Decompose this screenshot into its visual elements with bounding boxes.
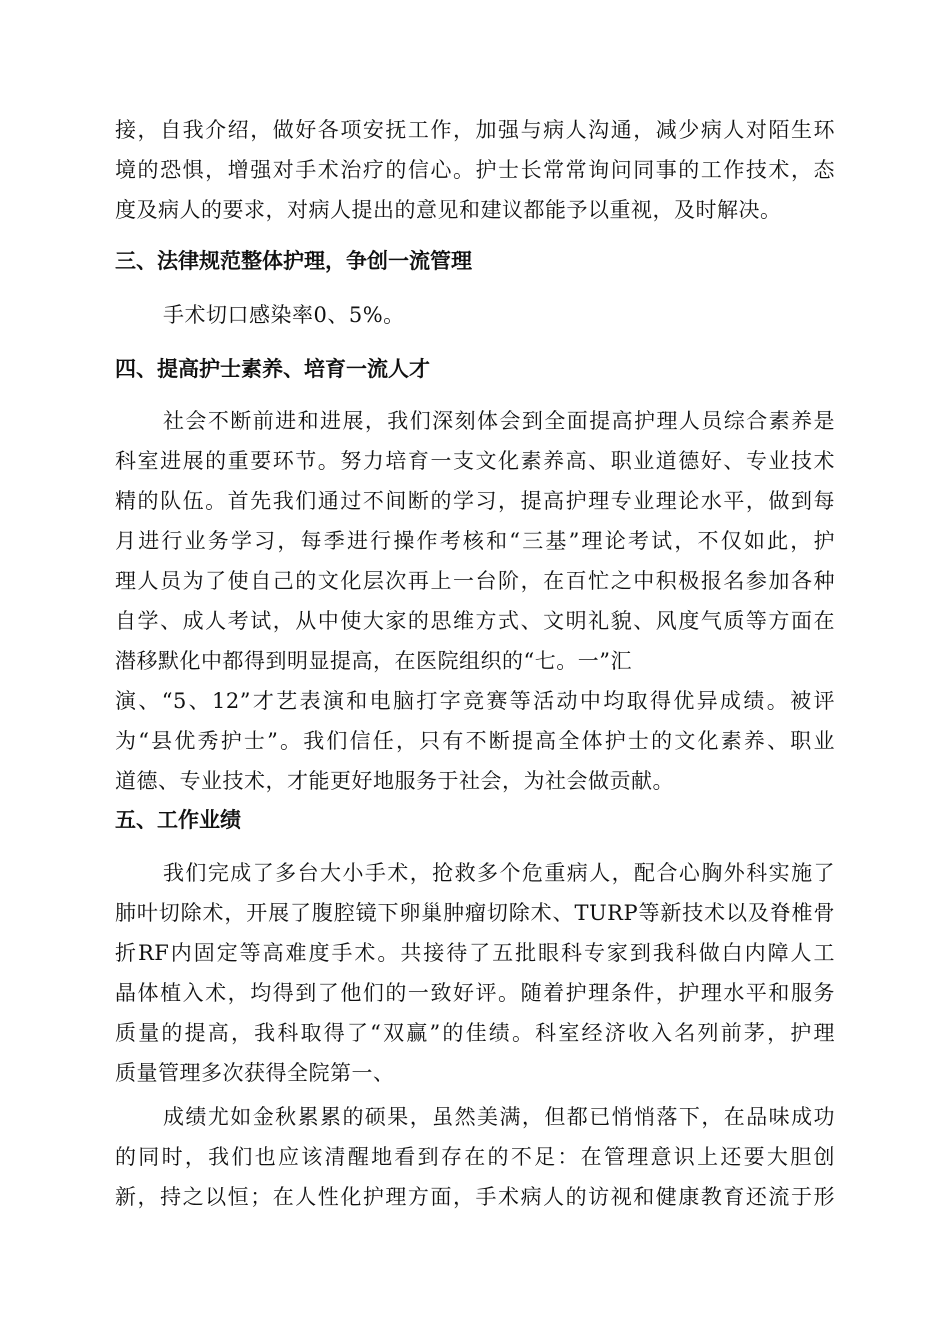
- text-line: 精的队伍。首先我们通过不间断的学习，提高护理专业理论水平，做到每: [115, 489, 835, 513]
- text-line: 社会不断前进和进展，我们深刻体会到全面提高护理人员综合素养是: [163, 409, 835, 433]
- section-heading-3-wrap: [115, 241, 835, 281]
- text-line: 折RF内固定等高难度手术。共接待了五批眼科专家到我科做白内障人工: [115, 941, 835, 965]
- text-line: 质量管理多次获得全院第一、: [115, 1061, 395, 1085]
- section-heading-4: 四、提高护士素养、培育一流人才: [115, 357, 430, 381]
- text-line: 成绩尤如金秋累累的硕果，虽然美满，但都已悄悄落下，在品味成功: [163, 1105, 835, 1129]
- text-line: 道德、专业技术，才能更好地服务于社会，为社会做贡献。: [115, 769, 674, 793]
- text-line: 潜移默化中都得到明显提高，在医院组织的“七。一”汇: [115, 649, 632, 673]
- section-heading-3: 三、法律规范整体护理，争创一流管理: [115, 249, 472, 273]
- text-line: 境的恐惧，增强对手术治疗的信心。护士长常常询问同事的工作技术，态: [115, 158, 835, 182]
- text-line: 自学、成人考试，从中使大家的思维方式、文明礼貌、风度气质等方面在: [115, 609, 835, 633]
- paragraph-results: [115, 853, 835, 1093]
- text-line: 手术切口感染率0、5%。: [163, 303, 405, 327]
- text-line: 晶体植入术，均得到了他们的一致好评。随着护理条件，护理水平和服务: [115, 981, 835, 1005]
- text-line: 度及病人的要求，对病人提出的意见和建议都能予以重视，及时解决。: [115, 198, 782, 222]
- section-heading-4-wrap: [115, 349, 835, 389]
- paragraph-summary: [115, 1097, 835, 1217]
- text-line: 接，自我介绍，做好各项安抚工作，加强与病人沟通，减少病人对陌生环: [115, 118, 835, 142]
- paragraph-continuation: [115, 110, 835, 230]
- section-heading-5: 五、工作业绩: [115, 808, 241, 832]
- text-line: 的同时，我们也应该清醒地看到存在的不足：在管理意识上还要大胆创: [115, 1145, 835, 1169]
- text-line: 月进行业务学习，每季进行操作考核和“三基”理论考试，不仅如此，护: [115, 529, 835, 553]
- paragraph-infection-rate: [115, 295, 835, 335]
- paragraph-training: [115, 401, 835, 801]
- text-line: 肺叶切除术，开展了腹腔镜下卵巢肿瘤切除术、TURP等新技术以及脊椎骨: [115, 901, 835, 925]
- section-heading-5-wrap: [115, 800, 835, 840]
- text-line: 为“县优秀护士”。我们信任，只有不断提高全体护士的文化素养、职业: [115, 729, 835, 753]
- text-line: 我们完成了多台大小手术，抢救多个危重病人，配合心胸外科实施了: [163, 861, 835, 885]
- text-line: 演、“5、12”才艺表演和电脑打字竞赛等活动中均取得优异成绩。被评: [115, 689, 835, 713]
- text-line: 科室进展的重要环节。努力培育一支文化素养高、职业道德好、专业技术: [115, 449, 835, 473]
- text-line: 理人员为了使自己的文化层次再上一台阶，在百忙之中积极报名参加各种: [115, 569, 835, 593]
- text-line: 新，持之以恒；在人性化护理方面，手术病人的访视和健康教育还流于形: [115, 1185, 835, 1209]
- text-line: 质量的提高，我科取得了“双赢”的佳绩。科室经济收入名列前茅，护理: [115, 1021, 835, 1045]
